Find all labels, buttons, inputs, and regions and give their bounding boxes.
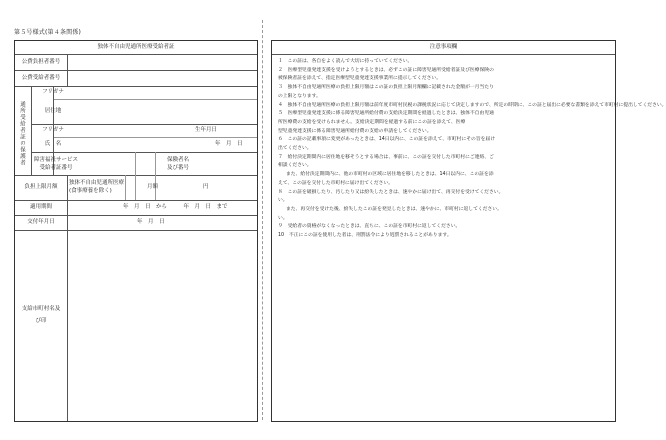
subsidy-number-label: 障害福祉サービス 受給者証番号 (33, 157, 78, 171)
issue-date-label: 交付年月日 (27, 219, 55, 225)
note-line: また、給付決定期間内に、他の市町村の区域に居住地を移したときは、14日以内に、この証を添 (286, 172, 494, 178)
birthdate-value: 年 月 日 (215, 141, 243, 147)
note-line: い。 (278, 198, 288, 204)
note-line: １ この証は、各自をよく読んで大切に持っていてください。 (278, 59, 413, 64)
furigana-label-1: フリガナ (42, 89, 64, 95)
note-line: の上限となります。 (278, 93, 321, 99)
note-line: ５ 医療型児童発達支援に係る障害児通所給付費の支給決定期間を経過したときは、独体不自由児通 (278, 111, 494, 117)
furigana-label-2: フリガナ (42, 127, 64, 133)
name-label: 氏 名 (44, 141, 62, 147)
municipality-seal-label: 支給市町村名及 び印 (21, 306, 61, 324)
monthly-amount-label: 月額 (147, 184, 159, 190)
note-line: 所医療費の支給を受けられません。支給決定期間を経過する前にこの証を添えて、医療 (278, 119, 466, 125)
insurer-label: 保険者名 及び番号 (167, 157, 190, 171)
note-line: 相談ください。 (278, 163, 312, 169)
address-label: 居住地 (44, 108, 62, 114)
fold-line (262, 20, 263, 420)
validity-label: 適用期間 (29, 204, 52, 210)
cap-label: 負担上限月額 (24, 184, 58, 190)
note-line: ４ 独体不自由児通所医療の負担上限月額は前年度市町村民税の課税状況に応じて決定しますので、所定の時期に、この証と届出に必要な書類を添えて市町村に提出してください。 (278, 102, 666, 108)
note-line: また、再交付を受けた後、紛失したこの証を発見したときは、速やかに、市町村に返してください。 (286, 206, 502, 212)
note-line: 出てください。 (278, 146, 312, 152)
notes-panel (271, 40, 666, 422)
form-number: 第５号様式(第４条関係) (14, 29, 82, 36)
birthdate-label: 生年月日 (195, 127, 218, 133)
note-line: えて、この証を交付した市町村に届け出てください。 (278, 180, 394, 186)
yen-label: 円 (203, 184, 209, 190)
notes-title: 注意事項欄 (429, 44, 458, 50)
note-line: ７ 給付決定期間内に居住地を移そうとする場合は、事前に、この証を交付した市町村にご連絡、ご (278, 154, 494, 160)
cap-description: 独体不自由児通所医療 (食事療養を除く) (69, 180, 125, 194)
certificate-panel (14, 40, 258, 422)
note-line: い。 (278, 215, 288, 221)
guardian-group-label: 通所受給者証の保護者 (19, 101, 25, 166)
note-line: 10 不正にこの証を使用した者は、刑罰法令により処罰されることがあります。 (278, 233, 452, 239)
certificate-title: 独体不自由児通所医療受給者証 (97, 44, 175, 50)
note-line: ３ 独体不自由児通所医療の負担上限月額はこの証の負担上限月額欄に記載された金額が一月当たり (278, 85, 494, 91)
issue-date-value: 年 月 日 (137, 219, 165, 225)
beneficiary-number-label: 公費受給者番号 (21, 75, 61, 81)
note-line: ８ この証を破損したり、汚したり又は紛失したときは、速やかに届け出て、再交付を受けてください。 (278, 189, 504, 195)
validity-value: 年 月 日 から 年 月 日 まで (123, 204, 228, 210)
note-line: ２ 医療型児童発達支援を受けようとするときは、必ずこの証に障害児通所受給者証及び医療保険の (278, 67, 494, 73)
note-line: ６ この証の記載事項に変更があったときは、14日以内に、この証を添えて、市町村にその旨を届け (278, 137, 496, 143)
recipient-number-label: 公費負担者番号 (21, 59, 61, 65)
note-line: 型児童発達支援に係る障害児通所給付費の支給の申請をしてください。 (278, 128, 432, 134)
note-line: 被保険者証を添えて、指定医療型児童発達支援事業所に提示してください。 (278, 76, 442, 82)
notes-list (278, 58, 666, 241)
note-line: ９ 受給者の資格がなくなったときは、直ちに、この証を市町村に返してください。 (278, 224, 461, 230)
